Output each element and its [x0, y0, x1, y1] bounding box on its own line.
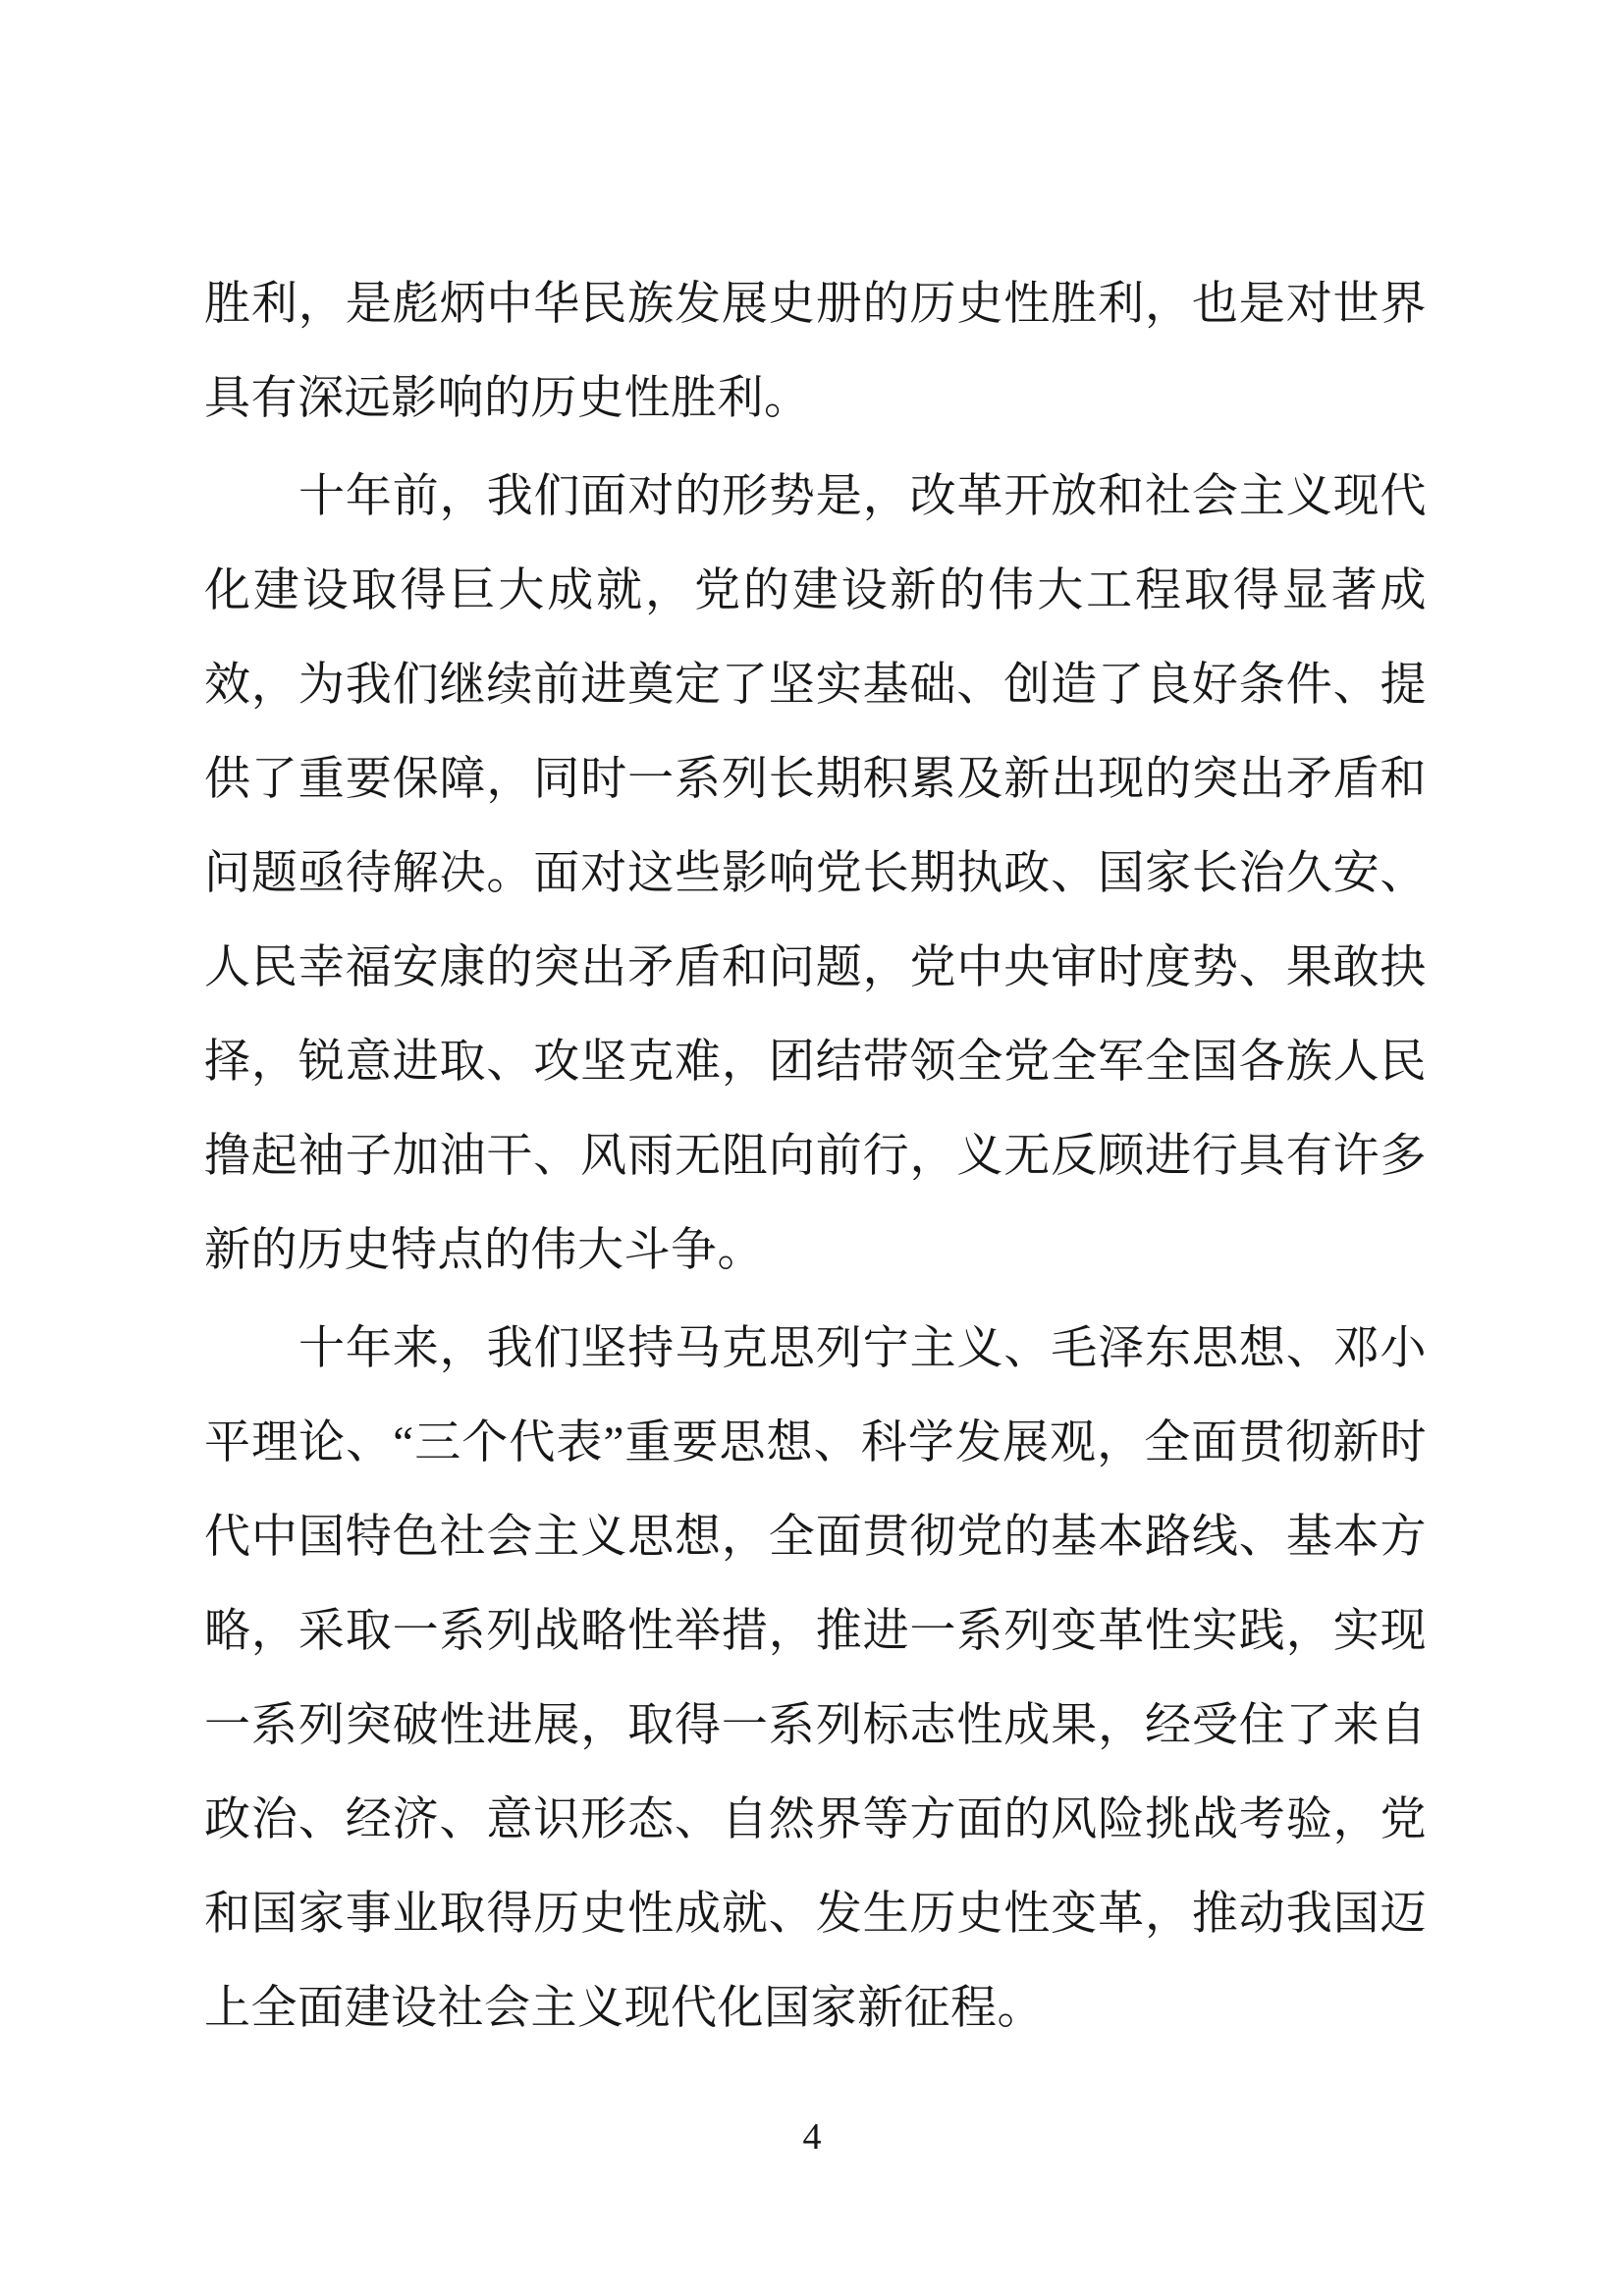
page-body: [204, 257, 1427, 2059]
paragraph-1: 胜利，是彪炳中华民族发展史册的历史性胜利，也是对世界具有深远影响的历史性胜利。: [204, 279, 1427, 424]
paragraph-3: 十年来，我们坚持马克思列宁主义、毛泽东思想、邓小平理论、“三个代表”重要思想、科学发展观，全面贯彻新时代中国特色社会主义思想，全面贯彻党的基本路线、基本方略，采取一系列战略性举措，推进一系列变革性实践，实现一系列突破性进展，取得一系列标志性成果，经受住了来自政治、经济、意识形态、自然界等方面的风险挑战考验，党和国家事业取得历史性成就、发生历史性变革，推动我国迈上全面建设社会主义现代化国家新征程。: [204, 1323, 1427, 2034]
paragraph-2: 十年前，我们面对的形势是，改革开放和社会主义现代化建设取得巨大成就，党的建设新的伟大工程取得显著成效，为我们继续前进奠定了坚实基础、创造了良好条件、提供了重要保障，同时一系列长期积累及新出现的突出矛盾和问题亟待解决。面对这些影响党长期执政、国家长治久安、人民幸福安康的突出矛盾和问题，党中央审时度势、果敢抉择，锐意进取、攻坚克难，团结带领全党全军全国各族人民撸起袖子加油干、风雨无阻向前行，义无反顾进行具有许多新的历史特点的伟大斗争。: [204, 471, 1427, 1276]
page-number: 4: [802, 2116, 822, 2158]
